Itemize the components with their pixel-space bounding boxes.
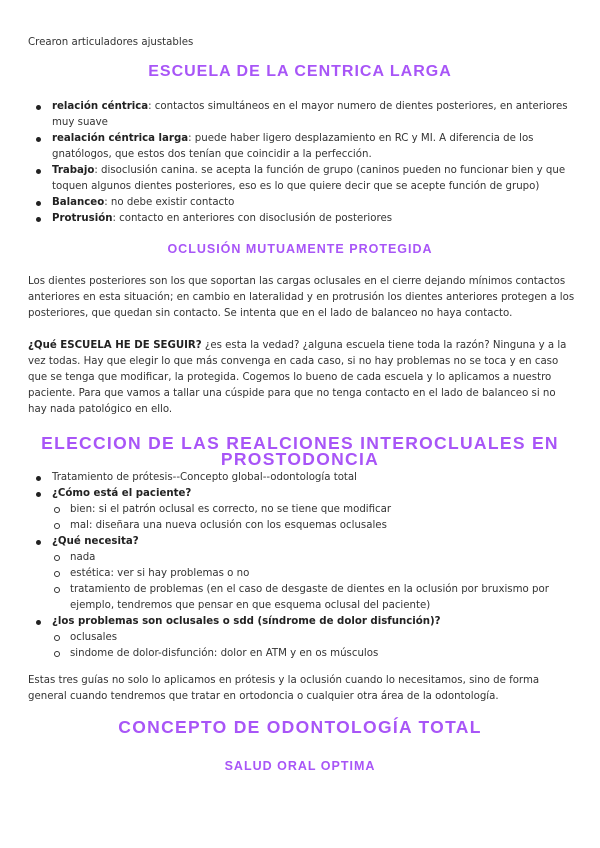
circle-bullet-icon: [54, 571, 60, 577]
sub-list: [28, 502, 576, 534]
list-item: Trabajo: disoclusión canina. se acepta la función de grupo (caninos pueden no funcionar bien y que toquen algunos dientes posteriores, eso es lo que quiere decir que se acepte función de grupo): [28, 163, 576, 195]
sub-list-item: bien: si el patrón oclusal es correcto, no se tiene que modificar: [28, 502, 576, 518]
circle-bullet-icon: [54, 651, 60, 657]
bullet-icon: [36, 620, 41, 625]
bullet-icon: [36, 492, 41, 497]
section-title-eleccion-relaciones: ELECCION DE LAS REALCIONES INTEROCLUALES EN PROSTODONCIA: [41, 433, 559, 469]
list-item: ¿Qué necesita?: [28, 534, 576, 550]
oclusion-paragraph: Los dientes posteriores son los que soportan las cargas oclusales en el cierre dejando mínimos contactos anteriores en esta situación; en cambio en lateralidad y en protrusión los dientes anteriores protegen a los posteriores, que quedan sin contacto. Se intenta que en el lado de balanceo no haya contacto.: [28, 276, 575, 319]
sub-list: [28, 630, 576, 662]
circle-bullet-icon: [54, 587, 60, 593]
section-title-oclusion-mutuamente-protegida: OCLUSIÓN MUTUAMENTE PROTEGIDA: [167, 242, 433, 256]
bullet-icon: [36, 476, 41, 481]
closing-paragraph: Estas tres guías no solo lo aplicamos en prótesis y la oclusión cuando lo necesitamos, sino de forma general cuando tendremos que tratar en ortodoncia o cualquier otra área de la odontología.: [28, 675, 540, 702]
escuela-paragraph: ¿Qué ESCUELA HE DE SEGUIR? ¿es esta la vedad? ¿alguna escuela tiene toda la razón? Ninguna y a la vez todas. Hay que elegir lo que más convenga en cada caso, si no hay problemas no se toca y en caso que se tenga que modificar, la protegida. Cogemos lo bueno de cada escuela y lo aplicamos a nuestro paciente. Para que vamos a tallar una cúspide para que no tenga contacto en el lado de balanceo si no hay nada patológico en ello.: [28, 340, 567, 415]
circle-bullet-icon: [54, 555, 60, 561]
sub-list-item: mal: diseñara una nueva oclusión con los esquemas oclusales: [28, 518, 576, 534]
list-item: Tratamiento de prótesis--Concepto global--odontología total: [28, 470, 576, 486]
list-item: Protrusión: contacto en anteriores con disoclusión de posteriores: [28, 211, 576, 227]
list-item: relación céntrica: contactos simultáneos en el mayor numero de dientes posteriores, en anteriores muy suave: [28, 99, 576, 131]
sub-list-item: estética: ver si hay problemas o no: [28, 566, 576, 582]
section-title-centrica-larga: ESCUELA DE LA CENTRICA LARGA: [148, 63, 452, 80]
section-subtitle-salud-oral: SALUD ORAL OPTIMA: [224, 759, 376, 773]
bullet-icon: [36, 169, 41, 174]
section-title-odontologia-total: CONCEPTO DE ODONTOLOGÍA TOTAL: [118, 717, 482, 737]
sub-list: [28, 550, 576, 614]
bullet-icon: [36, 540, 41, 545]
list-item: ¿los problemas son oclusales o sdd (síndrome de dolor disfunción)?: [28, 614, 576, 630]
circle-bullet-icon: [54, 523, 60, 529]
bullet-icon: [36, 217, 41, 222]
eleccion-list: [28, 470, 576, 662]
list-item: Balanceo: no debe existir contacto: [28, 195, 576, 211]
circle-bullet-icon: [54, 635, 60, 641]
bullet-icon: [36, 105, 41, 110]
sub-list-item: tratamiento de problemas (en el caso de desgaste de dientes en la oclusión por bruxismo por ejemplo, tendremos que pensar en que esquema oclusal del paciente): [28, 582, 576, 614]
centrica-larga-list: [28, 99, 576, 227]
list-item: realación céntrica larga: puede haber ligero desplazamiento en RC y MI. A diferencia de los gnatólogos, que estos dos tenían que coincidir a la perfección.: [28, 131, 576, 163]
intro-text: Crearon articuladores ajustables: [28, 37, 194, 48]
bullet-icon: [36, 201, 41, 206]
sub-list-item: oclusales: [28, 630, 576, 646]
circle-bullet-icon: [54, 507, 60, 513]
sub-list-item: nada: [28, 550, 576, 566]
bullet-icon: [36, 137, 41, 142]
sub-list-item: sindome de dolor-disfunción: dolor en ATM y en os músculos: [28, 646, 576, 662]
list-item: ¿Cómo está el paciente?: [28, 486, 576, 502]
